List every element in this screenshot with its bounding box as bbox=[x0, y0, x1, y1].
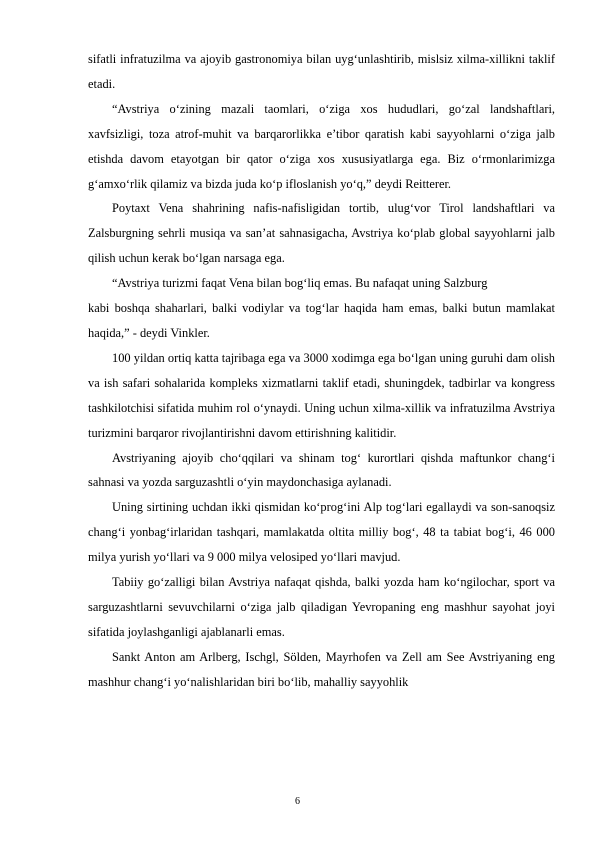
page-number: 6 bbox=[295, 796, 300, 807]
paragraph: “Avstriya o‘zining mazali taomlari, o‘ziga xos hududlari, go‘zal landshaftlari, xavfsizligi, toza atrof-muhit va barqarorlikka e’tibor qaratish kabi sayyohlarni o‘ziga jalb etishda davom etayotgan bir qator o‘ziga xos xususiyatlarga ega. Biz o‘rmonlarimizga g‘amxo‘rlik qilamiz va bizda juda ko‘p ifloslanish yo‘q,” deydi Reitterer. bbox=[88, 101, 555, 191]
paragraph: sifatli infratuzilma va ajoyib gastronomiya bilan uyg‘unlashtirib, mislsiz xilma-xillikni taklif etadi. bbox=[88, 52, 555, 91]
paragraph: “Avstriya turizmi faqat Vena bilan bog‘liq emas. Bu nafaqat uning Salzburg bbox=[112, 276, 488, 291]
paragraph: kabi boshqa shaharlari, balki vodiylar va tog‘lar haqida ham emas, balki butun mamlakat haqida,” - deydi Vinkler. bbox=[88, 301, 555, 340]
paragraph: Uning sirtining uchdan ikki qismidan ko‘prog‘ini Alp tog‘lari egallaydi va son-sanoqsiz chang‘i yonbag‘irlaridan tashqari, mamlakatda oltita milliy bog‘, 48 ta tabiat bog‘i, 46 000 milya yurish yo‘llari va 9 000 milya velosiped yo‘llari mavjud. bbox=[88, 500, 555, 565]
paragraph: Poytaxt Vena shahrining nafis-nafisligidan tortib, ulug‘vor Tirol landshaftlari va Zalsburgning sehrli musiqa va san’at sahnasigacha, Avstriya ko‘plab global sayyohlarni jalb qilish uchun kerak bo‘lgan narsaga ega. bbox=[88, 201, 555, 266]
paragraph: 100 yildan ortiq katta tajribaga ega va 3000 xodimga ega bo‘lgan uning guruhi dam olish va ish safari sohalarida kompleks xizmatlarni taklif etadi, shuningdek, tadbirlar va kongress tashkilotchisi sifatida muhim rol o‘ynaydi. Uning uchun xilma-xillik va infratuzilma Avstriya turizmini barqaror rivojlantirishni davom ettirishning kalitidir. bbox=[88, 350, 555, 440]
paragraph: Sankt Anton am Arlberg, Ischgl, Sölden, Mayrhofen va Zell am See Avstriyaning eng mashhur chang‘i yo‘nalishlaridan biri bo‘lib, mahalliy sayyohlik bbox=[88, 649, 555, 689]
body-text bbox=[88, 47, 555, 695]
paragraph: Avstriyaning ajoyib cho‘qqilari va shinam tog‘ kurortlari qishda maftunkor chang‘i sahnasi va yozda sarguzashtli o‘yin maydonchasiga aylanadi. bbox=[88, 450, 555, 490]
paragraph: Tabiiy go‘zalligi bilan Avstriya nafaqat qishda, balki yozda ham ko‘ngilochar, sport va sarguzashtlarni sevuvchilarni o‘ziga jalb qiladigan Yevropaning eng mashhur sayohat joyi sifatida joylashganligi ajablanarli emas. bbox=[88, 575, 555, 639]
